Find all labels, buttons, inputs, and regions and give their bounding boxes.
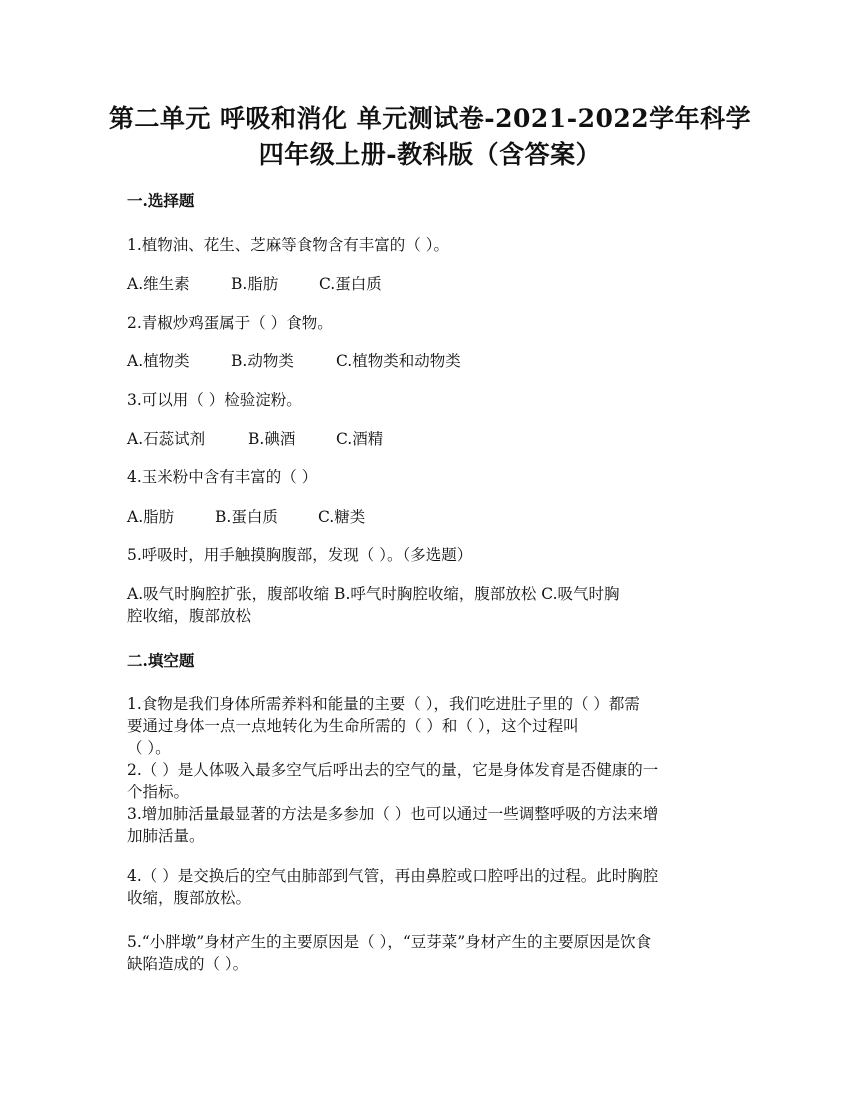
fill-question-line: 缺陷造成的（ ）。 — [127, 955, 249, 973]
fill-question-line: 4.（ ）是交换后的空气由肺部到气管，再由鼻腔或口腔呼出的过程。此时胸腔 — [127, 867, 659, 885]
fill-question-line: 个指标。 — [127, 783, 190, 801]
fill-question-line: 要通过身体一点一点地转化为生命所需的（ ）和（ ），这个过程叫 — [127, 717, 579, 735]
question-stem: 4.玉米粉中含有丰富的（ ） — [127, 468, 318, 486]
fill-question-line: 加肺活量。 — [127, 827, 205, 845]
fill-question-line: （ ）。 — [127, 739, 171, 757]
option-c: C.酒精 — [336, 430, 384, 448]
question-options — [127, 273, 737, 295]
question-options-line: A.吸气时胸腔扩张，腹部收缩 B.呼气时胸腔收缩，腹部放松 C.吸气时胸 — [127, 585, 620, 603]
option-b: B.蛋白质 — [215, 508, 278, 526]
question-stem: 3.可以用（ ）检验淀粉。 — [127, 391, 302, 409]
option-b: B.动物类 — [231, 352, 294, 370]
question-options — [127, 428, 737, 450]
question-stem: 2.青椒炒鸡蛋属于（ ）食物。 — [127, 314, 333, 332]
fill-question-line: 收缩，腹部放松。 — [127, 889, 252, 907]
fill-question-line: 2.（ ）是人体吸入最多空气后呼出去的空气的量，它是身体发育是否健康的一 — [127, 761, 659, 779]
section-heading-fill: 二.填空题 — [127, 651, 195, 670]
fill-question-line: 5.“小胖墩”身材产生的主要原因是（ ），“豆芽菜”身材产生的主要原因是饮食 — [127, 933, 652, 951]
question-stem: 1.植物油、花生、芝麻等食物含有丰富的（ ）。 — [127, 236, 449, 254]
option-a: A.植物类 — [127, 352, 190, 370]
option-c: C.蛋白质 — [319, 275, 382, 293]
question-stem: 5.呼吸时，用手触摸胸腹部，发现（ ）。（多选题） — [127, 546, 473, 564]
fill-question-line: 3.增加肺活量最显著的方法是多参加（ ）也可以通过一些调整呼吸的方法来增 — [127, 805, 659, 823]
option-c: C.植物类和动物类 — [336, 352, 461, 370]
document-title-line-1: 第二单元 呼吸和消化 单元测试卷-2021-2022学年科学 — [108, 104, 752, 133]
question-options — [127, 506, 737, 528]
document-title-line-2: 四年级上册-教科版（含答案） — [258, 140, 602, 169]
option-a: A.石蕊试剂 — [127, 430, 206, 448]
section-heading-choice: 一.选择题 — [127, 191, 195, 210]
question-options-line: 腔收缩，腹部放松 — [127, 607, 252, 625]
option-b: B.脂肪 — [231, 275, 279, 293]
fill-question-line: 1.食物是我们身体所需养料和能量的主要（ ），我们吃进肚子里的（ ）都需 — [127, 695, 640, 713]
option-c: C.糖类 — [318, 508, 366, 526]
option-a: A.脂肪 — [127, 508, 175, 526]
option-b: B.碘酒 — [248, 430, 296, 448]
question-options — [127, 350, 737, 372]
option-a: A.维生素 — [127, 275, 190, 293]
